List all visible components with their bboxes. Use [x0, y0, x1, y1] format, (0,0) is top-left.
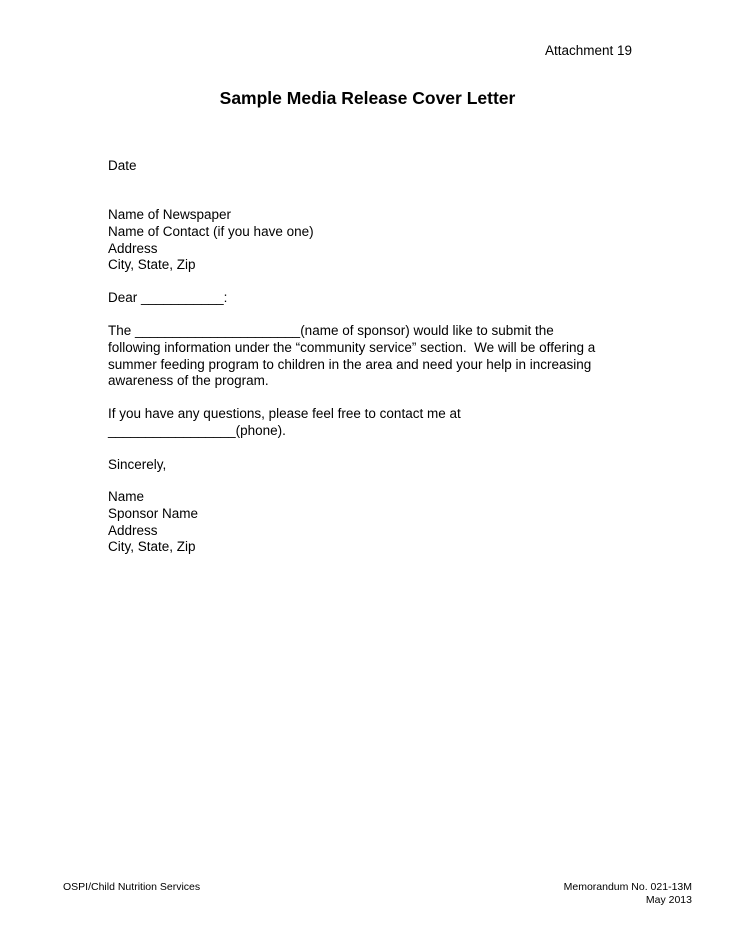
paragraph-line: If you have any questions, please feel free to contact me at — [108, 406, 461, 421]
signature-line: Sponsor Name — [108, 505, 199, 521]
signature-line: City, State, Zip — [108, 539, 196, 555]
document-title: Sample Media Release Cover Letter — [219, 88, 516, 108]
footer-memo-block — [564, 881, 692, 907]
paragraph-line: awareness of the program. — [108, 373, 269, 389]
paragraph-line: The ______________________(name of sponsor) would like to submit the — [108, 323, 554, 338]
footer-organization: OSPI/Child Nutrition Services — [63, 881, 201, 893]
footer-date: May 2013 — [645, 894, 692, 906]
attachment-label: Attachment 19 — [544, 43, 632, 58]
paragraph-contact — [108, 406, 638, 440]
paragraph-sponsor — [108, 323, 638, 390]
paragraph-line: following information under the “community service” section. We will be offering a — [108, 339, 596, 355]
recipient-line: Address — [108, 240, 158, 256]
signature-block — [108, 489, 638, 556]
recipient-line: Name of Newspaper — [108, 207, 232, 222]
date-text: Date — [108, 158, 137, 173]
footer-memo-number: Memorandum No. 021-13M — [563, 881, 692, 893]
recipient-line: City, State, Zip — [108, 257, 196, 273]
paragraph-line: summer feeding program to children in the area and need your help in increasing — [108, 356, 592, 372]
signature-line: Name — [108, 489, 145, 504]
signature-line: Address — [108, 522, 158, 538]
closing-text: Sincerely, — [108, 457, 167, 472]
salutation-text: Dear ___________: — [108, 290, 228, 305]
paragraph-line: _________________(phone). — [108, 422, 286, 438]
recipient-block — [108, 207, 638, 274]
date-line — [108, 158, 638, 175]
recipient-line: Name of Contact (if you have one) — [108, 223, 314, 239]
salutation — [108, 290, 638, 307]
closing — [108, 457, 638, 474]
